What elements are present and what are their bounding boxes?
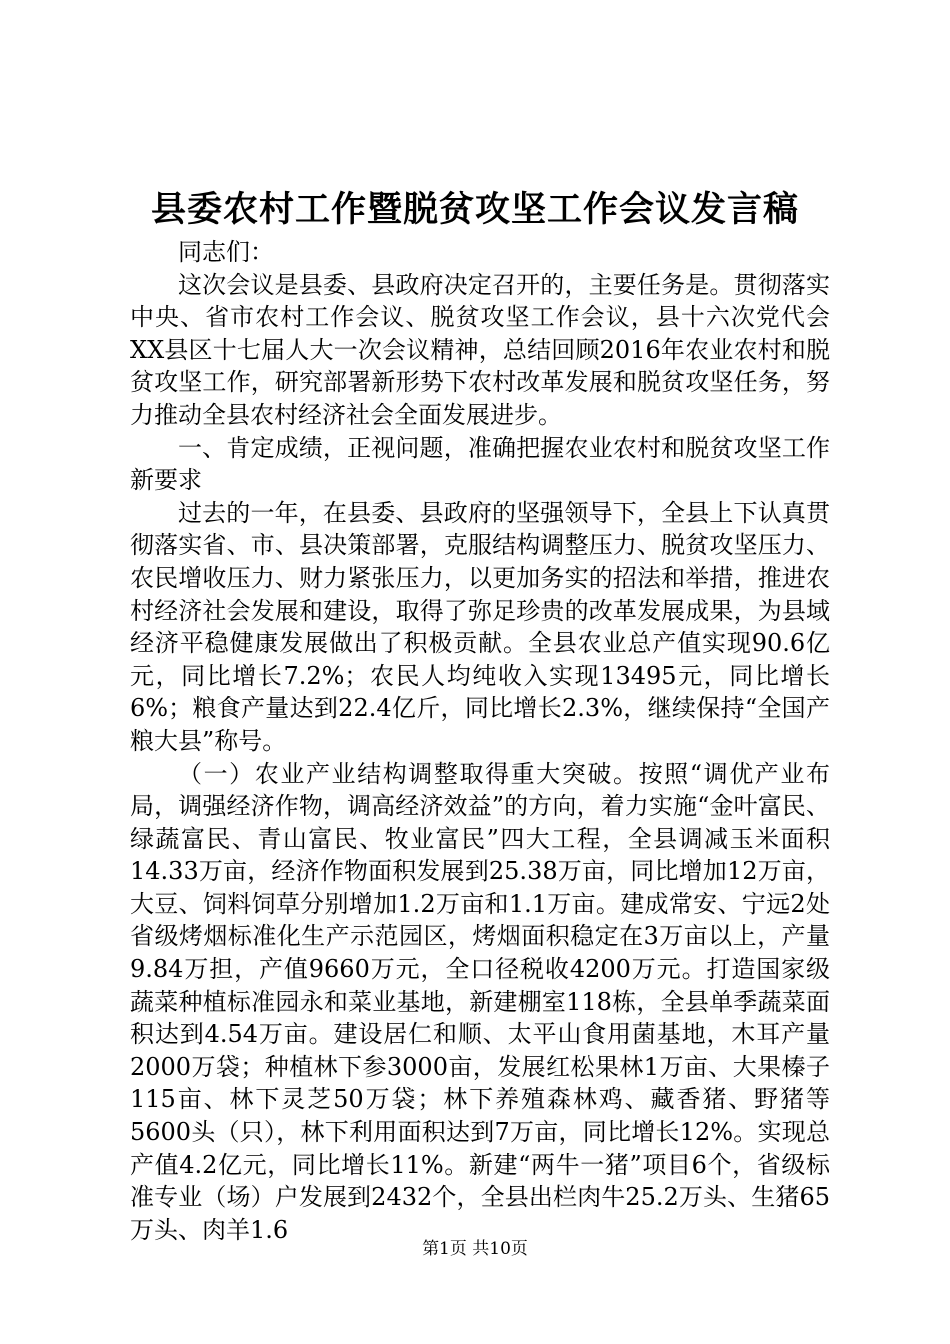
page-footer: 第1页 共10页	[422, 1239, 528, 1259]
paragraph-achievements: 过去的一年，在县委、县政府的坚强领导下，全县上下认真贯彻落实省、市、县决策部署，克服结构调整压力、脱贫攻坚压力、农民增收压力、财力紧张压力，以更加务实的招法和举措，推进农村经济社会发展和建设，取得了弥足珍贵的改革发展成果，为县域经济平稳健康发展做出了积极贡献。全县农业总产值实现90.6亿元，同比增长7.2%；农民人均纯收入实现13495元，同比增长6%；粮食产量达到22.4亿斤，同比增长2.3%，继续保持“全国产粮大县”称号。	[130, 498, 830, 755]
section-heading-1: 一、肯定成绩，正视问题，准确把握农业农村和脱贫攻坚工作新要求	[130, 433, 830, 495]
paragraph-industry-structure: （一）农业产业结构调整取得重大突破。按照“调优产业布局，调强经济作物，调高经济效益”的方向，着力实施“金叶富民、绿蔬富民、青山富民、牧业富民”四大工程，全县调减玉米面积14.33万亩，经济作物面积发展到25.38万亩，同比增加12万亩，大豆、饲料饲草分别增加1.2万亩和1.1万亩。建成常安、宁远2处省级烤烟标准化生产示范园区，烤烟面积稳定在3万亩以上，产量9.84万担，产值9660万元，全口径税收4200万元。打造国家级蔬菜种植标准园永和菜业基地，新建棚室118栋，全县单季蔬菜面积达到4.54万亩。建设居仁和顺、太平山食用菌基地，木耳产量2000万袋；种植林下参3000亩，发展红松果林1万亩、大果榛子115亩、林下灵芝50万袋；林下养殖森林鸡、藏香猪、野猪等5600头（只），林下利用面积达到7万亩，同比增长12%。实现总产值4.2亿元，同比增长11%。新建“两牛一猪”项目6个，省级标准专业（场）户发展到2432个，全县出栏肉牛25.2万头、生猪65万头、肉羊1.6	[130, 759, 830, 1244]
paragraph-intro: 这次会议是县委、县政府决定召开的，主要任务是。贯彻落实中央、省市农村工作会议、脱贫攻坚工作会议，县十六次党代会XX县区十七届人大一次会议精神，总结回顾2016年农业农村和脱贫攻坚工作，研究部署新形势下农村改革发展和脱贫攻坚任务，努力推动全县农村经济社会全面发展进步。	[130, 270, 830, 429]
document-title: 县委农村工作暨脱贫攻坚工作会议发言稿	[150, 189, 799, 230]
salutation: 同志们：	[178, 238, 274, 266]
document-body	[130, 236, 830, 1246]
